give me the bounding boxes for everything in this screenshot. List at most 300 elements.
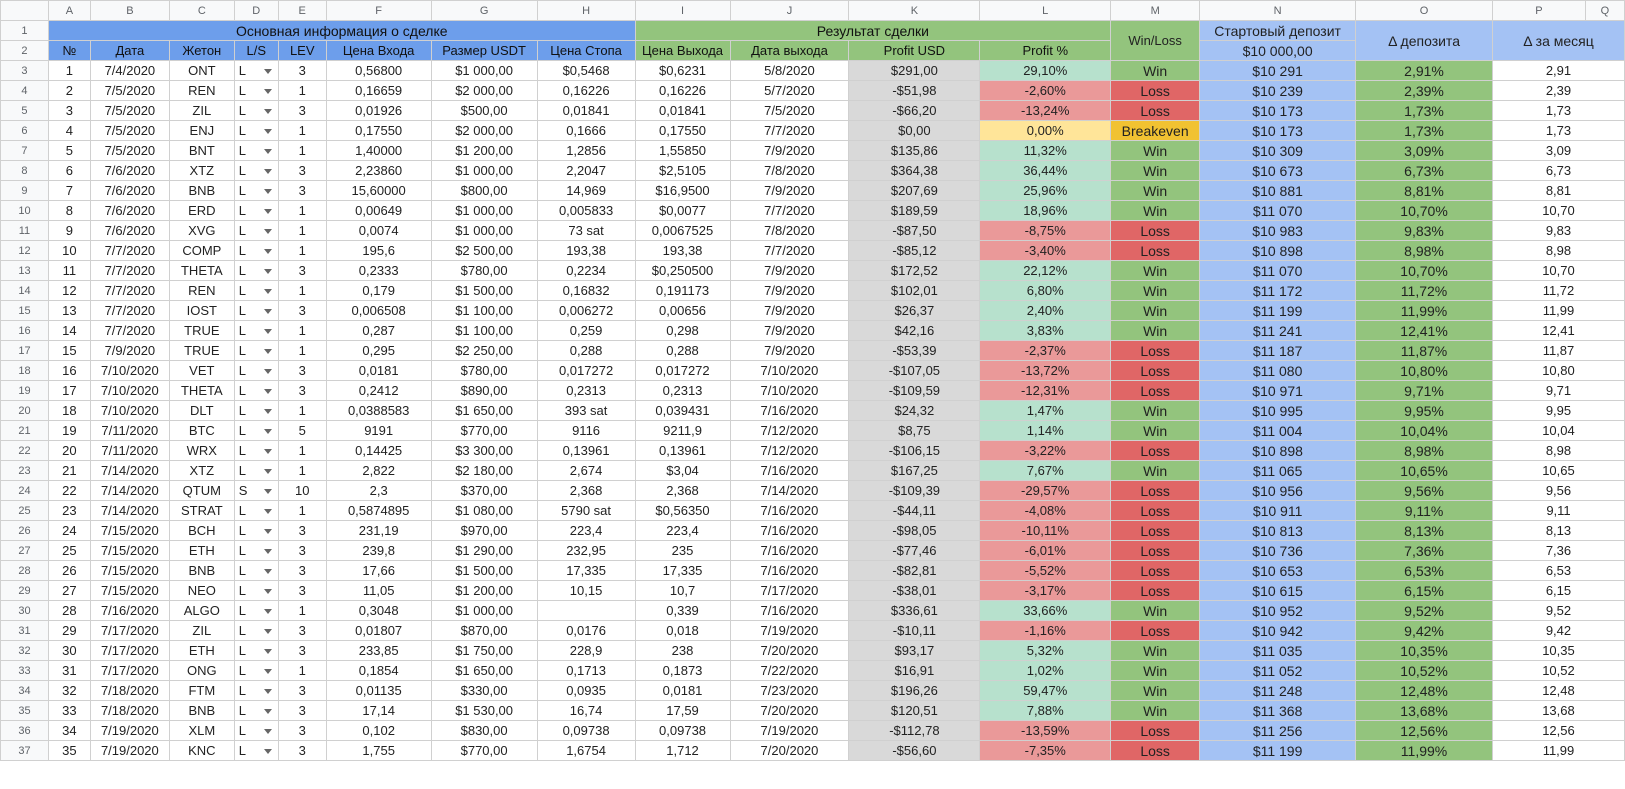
stop-price-cell[interactable]: 232,95 <box>537 541 635 561</box>
winloss-cell[interactable]: Win <box>1111 261 1200 281</box>
exit-price-cell[interactable]: 0,01841 <box>635 101 730 121</box>
trade-number-cell[interactable]: 17 <box>48 381 90 401</box>
token-cell[interactable]: ONG <box>169 661 234 681</box>
row-number[interactable]: 1 <box>1 21 49 41</box>
trade-number-cell[interactable]: 6 <box>48 161 90 181</box>
trade-number-cell[interactable]: 30 <box>48 641 90 661</box>
leverage-cell[interactable]: 1 <box>278 661 326 681</box>
winloss-cell[interactable]: Win <box>1111 601 1200 621</box>
row-number[interactable]: 21 <box>1 421 49 441</box>
leverage-cell[interactable]: 3 <box>278 641 326 661</box>
trade-number-cell[interactable]: 5 <box>48 141 90 161</box>
profit-pct-cell[interactable]: -3,40% <box>980 241 1111 261</box>
profit-usd-cell[interactable]: $135,86 <box>849 141 980 161</box>
exit-price-cell[interactable]: 0,018 <box>635 621 730 641</box>
trade-number-cell[interactable]: 33 <box>48 701 90 721</box>
stop-price-cell[interactable]: 5790 sat <box>537 501 635 521</box>
chevron-down-icon[interactable] <box>264 169 272 174</box>
exit-date-cell[interactable]: 7/23/2020 <box>730 681 849 701</box>
ls-dropdown-cell[interactable] <box>234 281 278 301</box>
start-deposit-cell[interactable]: $10 653 <box>1200 561 1356 581</box>
profit-usd-cell[interactable]: $196,26 <box>849 681 980 701</box>
start-deposit-cell[interactable]: $11 052 <box>1200 661 1356 681</box>
profit-pct-cell[interactable]: 1,47% <box>980 401 1111 421</box>
exit-date-cell[interactable]: 7/16/2020 <box>730 601 849 621</box>
profit-pct-cell[interactable]: -13,24% <box>980 101 1111 121</box>
delta-deposit-cell[interactable]: 1,73% <box>1356 121 1493 141</box>
trade-number-cell[interactable]: 23 <box>48 501 90 521</box>
exit-price-cell[interactable]: 10,7 <box>635 581 730 601</box>
exit-date-cell[interactable]: 7/8/2020 <box>730 161 849 181</box>
delta-deposit-cell[interactable]: 2,91% <box>1356 61 1493 81</box>
ls-dropdown-cell[interactable] <box>234 581 278 601</box>
ls-dropdown-cell[interactable] <box>234 101 278 121</box>
row-number[interactable]: 29 <box>1 581 49 601</box>
entry-price-cell[interactable]: 17,66 <box>326 561 431 581</box>
profit-pct-cell[interactable]: -2,60% <box>980 81 1111 101</box>
start-deposit-cell[interactable]: $11 241 <box>1200 321 1356 341</box>
winloss-cell[interactable]: Loss <box>1111 621 1200 641</box>
exit-price-cell[interactable]: 0,00656 <box>635 301 730 321</box>
profit-pct-cell[interactable]: 29,10% <box>980 61 1111 81</box>
column-header[interactable]: M <box>1111 1 1200 21</box>
leverage-cell[interactable]: 1 <box>278 221 326 241</box>
start-deposit-cell[interactable]: $11 256 <box>1200 721 1356 741</box>
winloss-cell[interactable]: Win <box>1111 201 1200 221</box>
exit-price-cell[interactable]: 0,09738 <box>635 721 730 741</box>
ls-dropdown-cell[interactable] <box>234 561 278 581</box>
exit-date-cell[interactable]: 7/9/2020 <box>730 141 849 161</box>
profit-pct-cell[interactable]: 22,12% <box>980 261 1111 281</box>
trade-date-cell[interactable]: 7/14/2020 <box>90 501 169 521</box>
exit-date-cell[interactable]: 7/9/2020 <box>730 301 849 321</box>
delta-month-cell[interactable]: 11,72 <box>1492 281 1624 301</box>
row-number[interactable]: 19 <box>1 381 49 401</box>
trade-date-cell[interactable]: 7/14/2020 <box>90 481 169 501</box>
token-cell[interactable]: XVG <box>169 221 234 241</box>
exit-price-cell[interactable]: 1,55850 <box>635 141 730 161</box>
size-usdt-cell[interactable]: $1 530,00 <box>431 701 537 721</box>
trade-number-cell[interactable]: 15 <box>48 341 90 361</box>
trade-number-cell[interactable]: 32 <box>48 681 90 701</box>
exit-price-cell[interactable]: 0,191173 <box>635 281 730 301</box>
exit-date-cell[interactable]: 7/9/2020 <box>730 261 849 281</box>
ls-dropdown-cell[interactable] <box>234 701 278 721</box>
leverage-cell[interactable]: 3 <box>278 541 326 561</box>
winloss-cell[interactable]: Loss <box>1111 541 1200 561</box>
exit-price-cell[interactable]: 0,298 <box>635 321 730 341</box>
winloss-cell[interactable]: Win <box>1111 321 1200 341</box>
chevron-down-icon[interactable] <box>264 649 272 654</box>
row-number[interactable]: 10 <box>1 201 49 221</box>
chevron-down-icon[interactable] <box>264 109 272 114</box>
start-deposit-cell[interactable]: $10 898 <box>1200 241 1356 261</box>
token-cell[interactable]: BNB <box>169 701 234 721</box>
winloss-cell[interactable]: Breakeven <box>1111 121 1200 141</box>
trade-date-cell[interactable]: 7/9/2020 <box>90 341 169 361</box>
select-all-corner[interactable] <box>1 1 49 21</box>
start-deposit-cell[interactable]: $10 615 <box>1200 581 1356 601</box>
row-number[interactable]: 23 <box>1 461 49 481</box>
stop-price-cell[interactable]: 0,017272 <box>537 361 635 381</box>
stop-price-cell[interactable]: 0,1713 <box>537 661 635 681</box>
profit-pct-cell[interactable]: 59,47% <box>980 681 1111 701</box>
profit-usd-cell[interactable]: $8,75 <box>849 421 980 441</box>
subheader-exit-date[interactable]: Дата выхода <box>730 41 849 61</box>
start-deposit-cell[interactable]: $11 248 <box>1200 681 1356 701</box>
delta-month-cell[interactable]: 10,35 <box>1492 641 1624 661</box>
exit-date-cell[interactable]: 7/22/2020 <box>730 661 849 681</box>
ls-dropdown-cell[interactable] <box>234 181 278 201</box>
size-usdt-cell[interactable]: $770,00 <box>431 421 537 441</box>
start-deposit-cell[interactable]: $10 942 <box>1200 621 1356 641</box>
row-number[interactable]: 34 <box>1 681 49 701</box>
delta-deposit-header[interactable]: Δ депозита <box>1356 21 1493 61</box>
chevron-down-icon[interactable] <box>264 129 272 134</box>
token-cell[interactable]: BTC <box>169 421 234 441</box>
delta-month-cell[interactable]: 12,48 <box>1492 681 1624 701</box>
exit-date-cell[interactable]: 7/16/2020 <box>730 461 849 481</box>
column-header[interactable]: I <box>635 1 730 21</box>
trade-number-cell[interactable]: 31 <box>48 661 90 681</box>
token-cell[interactable]: ZIL <box>169 621 234 641</box>
chevron-down-icon[interactable] <box>264 289 272 294</box>
delta-month-cell[interactable]: 6,15 <box>1492 581 1624 601</box>
ls-dropdown-cell[interactable] <box>234 541 278 561</box>
start-deposit-cell[interactable]: $10 956 <box>1200 481 1356 501</box>
start-deposit-cell[interactable]: $11 070 <box>1200 261 1356 281</box>
winloss-cell[interactable]: Win <box>1111 701 1200 721</box>
stop-price-cell[interactable]: 0,09738 <box>537 721 635 741</box>
delta-deposit-cell[interactable]: 11,99% <box>1356 301 1493 321</box>
size-usdt-cell[interactable]: $1 000,00 <box>431 161 537 181</box>
exit-price-cell[interactable]: 17,335 <box>635 561 730 581</box>
row-number[interactable]: 36 <box>1 721 49 741</box>
row-number[interactable]: 37 <box>1 741 49 761</box>
column-header[interactable]: L <box>980 1 1111 21</box>
column-header[interactable]: F <box>326 1 431 21</box>
stop-price-cell[interactable]: $0,5468 <box>537 61 635 81</box>
trade-date-cell[interactable]: 7/11/2020 <box>90 441 169 461</box>
size-usdt-cell[interactable]: $800,00 <box>431 181 537 201</box>
delta-deposit-cell[interactable]: 1,73% <box>1356 101 1493 121</box>
exit-date-cell[interactable]: 5/7/2020 <box>730 81 849 101</box>
start-deposit-cell[interactable]: $11 080 <box>1200 361 1356 381</box>
stop-price-cell[interactable]: 2,368 <box>537 481 635 501</box>
column-header[interactable]: A <box>48 1 90 21</box>
size-usdt-cell[interactable]: $830,00 <box>431 721 537 741</box>
start-deposit-cell[interactable]: $10 813 <box>1200 521 1356 541</box>
token-cell[interactable]: VET <box>169 361 234 381</box>
exit-date-cell[interactable]: 7/16/2020 <box>730 561 849 581</box>
start-deposit-cell[interactable]: $11 004 <box>1200 421 1356 441</box>
size-usdt-cell[interactable]: $1 080,00 <box>431 501 537 521</box>
start-deposit-cell[interactable]: $10 239 <box>1200 81 1356 101</box>
delta-month-cell[interactable]: 9,83 <box>1492 221 1624 241</box>
entry-price-cell[interactable]: 0,0388583 <box>326 401 431 421</box>
leverage-cell[interactable]: 3 <box>278 581 326 601</box>
trade-date-cell[interactable]: 7/19/2020 <box>90 741 169 761</box>
subheader-ls[interactable]: L/S <box>234 41 278 61</box>
winloss-cell[interactable]: Win <box>1111 681 1200 701</box>
exit-date-cell[interactable]: 5/8/2020 <box>730 61 849 81</box>
stop-price-cell[interactable]: 2,674 <box>537 461 635 481</box>
leverage-cell[interactable]: 3 <box>278 261 326 281</box>
leverage-cell[interactable]: 1 <box>278 121 326 141</box>
size-usdt-cell[interactable]: $1 100,00 <box>431 321 537 341</box>
exit-date-cell[interactable]: 7/9/2020 <box>730 281 849 301</box>
start-deposit-cell[interactable]: $10 736 <box>1200 541 1356 561</box>
chevron-down-icon[interactable] <box>264 189 272 194</box>
winloss-cell[interactable]: Loss <box>1111 581 1200 601</box>
profit-usd-cell[interactable]: -$56,60 <box>849 741 980 761</box>
profit-usd-cell[interactable]: -$98,05 <box>849 521 980 541</box>
row-number[interactable]: 30 <box>1 601 49 621</box>
row-number[interactable]: 17 <box>1 341 49 361</box>
stop-price-cell[interactable]: 0,16226 <box>537 81 635 101</box>
start-deposit-cell[interactable]: $10 881 <box>1200 181 1356 201</box>
profit-pct-cell[interactable]: 7,88% <box>980 701 1111 721</box>
profit-usd-cell[interactable]: -$44,11 <box>849 501 980 521</box>
profit-pct-cell[interactable]: -6,01% <box>980 541 1111 561</box>
winloss-cell[interactable]: Loss <box>1111 521 1200 541</box>
column-header[interactable]: Q <box>1585 1 1624 21</box>
delta-deposit-cell[interactable]: 9,56% <box>1356 481 1493 501</box>
chevron-down-icon[interactable] <box>264 689 272 694</box>
ls-dropdown-cell[interactable] <box>234 221 278 241</box>
column-header[interactable]: O <box>1356 1 1493 21</box>
row-number[interactable]: 35 <box>1 701 49 721</box>
token-cell[interactable]: KNC <box>169 741 234 761</box>
trade-date-cell[interactable]: 7/5/2020 <box>90 101 169 121</box>
leverage-cell[interactable]: 1 <box>278 461 326 481</box>
profit-pct-cell[interactable]: 6,80% <box>980 281 1111 301</box>
delta-month-cell[interactable]: 9,95 <box>1492 401 1624 421</box>
ls-dropdown-cell[interactable] <box>234 741 278 761</box>
delta-deposit-cell[interactable]: 12,41% <box>1356 321 1493 341</box>
exit-date-cell[interactable]: 7/14/2020 <box>730 481 849 501</box>
chevron-down-icon[interactable] <box>264 589 272 594</box>
start-deposit-cell[interactable]: $11 035 <box>1200 641 1356 661</box>
winloss-cell[interactable]: Loss <box>1111 361 1200 381</box>
profit-usd-cell[interactable]: -$112,78 <box>849 721 980 741</box>
row-number[interactable]: 11 <box>1 221 49 241</box>
token-cell[interactable]: BNB <box>169 181 234 201</box>
profit-usd-cell[interactable]: $102,01 <box>849 281 980 301</box>
profit-pct-cell[interactable]: 36,44% <box>980 161 1111 181</box>
leverage-cell[interactable]: 3 <box>278 181 326 201</box>
delta-deposit-cell[interactable]: 7,36% <box>1356 541 1493 561</box>
token-cell[interactable]: STRAT <box>169 501 234 521</box>
exit-price-cell[interactable]: 235 <box>635 541 730 561</box>
profit-usd-cell[interactable]: -$87,50 <box>849 221 980 241</box>
token-cell[interactable]: FTM <box>169 681 234 701</box>
profit-pct-cell[interactable]: -5,52% <box>980 561 1111 581</box>
size-usdt-cell[interactable]: $1 000,00 <box>431 221 537 241</box>
stop-price-cell[interactable]: 0,1666 <box>537 121 635 141</box>
delta-deposit-cell[interactable]: 13,68% <box>1356 701 1493 721</box>
chevron-down-icon[interactable] <box>264 449 272 454</box>
trade-number-cell[interactable]: 16 <box>48 361 90 381</box>
chevron-down-icon[interactable] <box>264 609 272 614</box>
entry-price-cell[interactable]: 0,0074 <box>326 221 431 241</box>
row-number[interactable]: 22 <box>1 441 49 461</box>
profit-pct-cell[interactable]: 2,40% <box>980 301 1111 321</box>
stop-price-cell[interactable]: 0,0935 <box>537 681 635 701</box>
trade-date-cell[interactable]: 7/6/2020 <box>90 221 169 241</box>
subheader-profit-usd[interactable]: Profit USD <box>849 41 980 61</box>
trade-number-cell[interactable]: 10 <box>48 241 90 261</box>
start-deposit-cell[interactable]: $10 673 <box>1200 161 1356 181</box>
delta-deposit-cell[interactable]: 12,56% <box>1356 721 1493 741</box>
winloss-cell[interactable]: Win <box>1111 181 1200 201</box>
delta-month-cell[interactable]: 8,13 <box>1492 521 1624 541</box>
trade-date-cell[interactable]: 7/18/2020 <box>90 681 169 701</box>
exit-price-cell[interactable]: 0,2313 <box>635 381 730 401</box>
delta-deposit-cell[interactable]: 6,15% <box>1356 581 1493 601</box>
size-usdt-cell[interactable]: $330,00 <box>431 681 537 701</box>
delta-deposit-cell[interactable]: 9,71% <box>1356 381 1493 401</box>
start-deposit-value[interactable]: $10 000,00 <box>1200 41 1356 61</box>
winloss-cell[interactable]: Loss <box>1111 741 1200 761</box>
stop-price-cell[interactable]: 0,259 <box>537 321 635 341</box>
delta-month-cell[interactable]: 12,56 <box>1492 721 1624 741</box>
entry-price-cell[interactable]: 0,17550 <box>326 121 431 141</box>
row-number[interactable]: 2 <box>1 41 49 61</box>
delta-month-cell[interactable]: 8,98 <box>1492 441 1624 461</box>
start-deposit-cell[interactable]: $10 173 <box>1200 101 1356 121</box>
exit-price-cell[interactable]: 0,0067525 <box>635 221 730 241</box>
stop-price-cell[interactable]: 0,13961 <box>537 441 635 461</box>
trade-date-cell[interactable]: 7/10/2020 <box>90 401 169 421</box>
subheader-lev[interactable]: LEV <box>278 41 326 61</box>
delta-month-cell[interactable]: 11,99 <box>1492 301 1624 321</box>
token-cell[interactable]: QTUM <box>169 481 234 501</box>
entry-price-cell[interactable]: 0,0181 <box>326 361 431 381</box>
winloss-cell[interactable]: Loss <box>1111 501 1200 521</box>
delta-month-cell[interactable]: 11,87 <box>1492 341 1624 361</box>
row-number[interactable]: 32 <box>1 641 49 661</box>
profit-usd-cell[interactable]: -$107,05 <box>849 361 980 381</box>
trade-number-cell[interactable]: 24 <box>48 521 90 541</box>
exit-price-cell[interactable]: 223,4 <box>635 521 730 541</box>
trade-date-cell[interactable]: 7/14/2020 <box>90 461 169 481</box>
entry-price-cell[interactable]: 0,179 <box>326 281 431 301</box>
stop-price-cell[interactable]: 1,2856 <box>537 141 635 161</box>
winloss-cell[interactable]: Win <box>1111 401 1200 421</box>
chevron-down-icon[interactable] <box>264 629 272 634</box>
entry-price-cell[interactable]: 15,60000 <box>326 181 431 201</box>
exit-date-cell[interactable]: 7/20/2020 <box>730 701 849 721</box>
token-cell[interactable]: ZIL <box>169 101 234 121</box>
start-deposit-cell[interactable]: $10 911 <box>1200 501 1356 521</box>
trade-number-cell[interactable]: 22 <box>48 481 90 501</box>
start-deposit-cell[interactable]: $10 291 <box>1200 61 1356 81</box>
exit-price-cell[interactable]: $0,6231 <box>635 61 730 81</box>
trade-number-cell[interactable]: 26 <box>48 561 90 581</box>
exit-date-cell[interactable]: 7/12/2020 <box>730 421 849 441</box>
profit-pct-cell[interactable]: 7,67% <box>980 461 1111 481</box>
exit-date-cell[interactable]: 7/19/2020 <box>730 621 849 641</box>
delta-deposit-cell[interactable]: 2,39% <box>1356 81 1493 101</box>
profit-pct-cell[interactable]: 33,66% <box>980 601 1111 621</box>
entry-price-cell[interactable]: 233,85 <box>326 641 431 661</box>
exit-price-cell[interactable]: 238 <box>635 641 730 661</box>
column-header[interactable]: B <box>90 1 169 21</box>
leverage-cell[interactable]: 3 <box>278 61 326 81</box>
row-number[interactable]: 24 <box>1 481 49 501</box>
ls-dropdown-cell[interactable] <box>234 601 278 621</box>
delta-month-cell[interactable]: 3,09 <box>1492 141 1624 161</box>
token-cell[interactable]: ERD <box>169 201 234 221</box>
chevron-down-icon[interactable] <box>264 529 272 534</box>
delta-deposit-cell[interactable]: 11,87% <box>1356 341 1493 361</box>
delta-month-cell[interactable]: 7,36 <box>1492 541 1624 561</box>
token-cell[interactable]: NEO <box>169 581 234 601</box>
leverage-cell[interactable]: 1 <box>278 601 326 621</box>
subheader-exit-price[interactable]: Цена Выхода <box>635 41 730 61</box>
exit-price-cell[interactable]: $16,9500 <box>635 181 730 201</box>
row-number[interactable]: 16 <box>1 321 49 341</box>
trade-number-cell[interactable]: 27 <box>48 581 90 601</box>
trade-date-cell[interactable]: 7/7/2020 <box>90 281 169 301</box>
token-cell[interactable]: ONT <box>169 61 234 81</box>
profit-pct-cell[interactable]: 11,32% <box>980 141 1111 161</box>
ls-dropdown-cell[interactable] <box>234 661 278 681</box>
start-deposit-header[interactable]: Стартовый депозит <box>1200 21 1356 41</box>
ls-dropdown-cell[interactable] <box>234 201 278 221</box>
token-cell[interactable]: REN <box>169 281 234 301</box>
ls-dropdown-cell[interactable] <box>234 621 278 641</box>
chevron-down-icon[interactable] <box>264 709 272 714</box>
winloss-cell[interactable]: Loss <box>1111 561 1200 581</box>
trade-date-cell[interactable]: 7/17/2020 <box>90 621 169 641</box>
token-cell[interactable]: IOST <box>169 301 234 321</box>
winloss-cell[interactable]: Loss <box>1111 81 1200 101</box>
column-header[interactable]: C <box>169 1 234 21</box>
winloss-cell[interactable]: Win <box>1111 461 1200 481</box>
start-deposit-cell[interactable]: $11 070 <box>1200 201 1356 221</box>
size-usdt-cell[interactable]: $1 650,00 <box>431 401 537 421</box>
trade-number-cell[interactable]: 13 <box>48 301 90 321</box>
stop-price-cell[interactable]: 0,16832 <box>537 281 635 301</box>
exit-date-cell[interactable]: 7/7/2020 <box>730 201 849 221</box>
delta-deposit-cell[interactable]: 10,70% <box>1356 201 1493 221</box>
leverage-cell[interactable]: 1 <box>278 141 326 161</box>
exit-date-cell[interactable]: 7/20/2020 <box>730 741 849 761</box>
entry-price-cell[interactable]: 2,3 <box>326 481 431 501</box>
exit-price-cell[interactable]: 0,17550 <box>635 121 730 141</box>
column-header[interactable]: E <box>278 1 326 21</box>
ls-dropdown-cell[interactable] <box>234 441 278 461</box>
ls-dropdown-cell[interactable] <box>234 361 278 381</box>
row-number[interactable]: 12 <box>1 241 49 261</box>
trade-date-cell[interactable]: 7/15/2020 <box>90 541 169 561</box>
delta-month-cell[interactable]: 10,70 <box>1492 201 1624 221</box>
trade-date-cell[interactable]: 7/6/2020 <box>90 161 169 181</box>
profit-usd-cell[interactable]: $120,51 <box>849 701 980 721</box>
winloss-cell[interactable]: Loss <box>1111 381 1200 401</box>
profit-usd-cell[interactable]: $0,00 <box>849 121 980 141</box>
profit-usd-cell[interactable]: -$106,15 <box>849 441 980 461</box>
size-usdt-cell[interactable]: $1 500,00 <box>431 561 537 581</box>
trade-date-cell[interactable]: 7/15/2020 <box>90 561 169 581</box>
trade-date-cell[interactable]: 7/16/2020 <box>90 601 169 621</box>
size-usdt-cell[interactable]: $1 000,00 <box>431 201 537 221</box>
delta-month-cell[interactable]: 9,71 <box>1492 381 1624 401</box>
exit-price-cell[interactable]: $2,5105 <box>635 161 730 181</box>
subheader-stop-price[interactable]: Цена Стопа <box>537 41 635 61</box>
